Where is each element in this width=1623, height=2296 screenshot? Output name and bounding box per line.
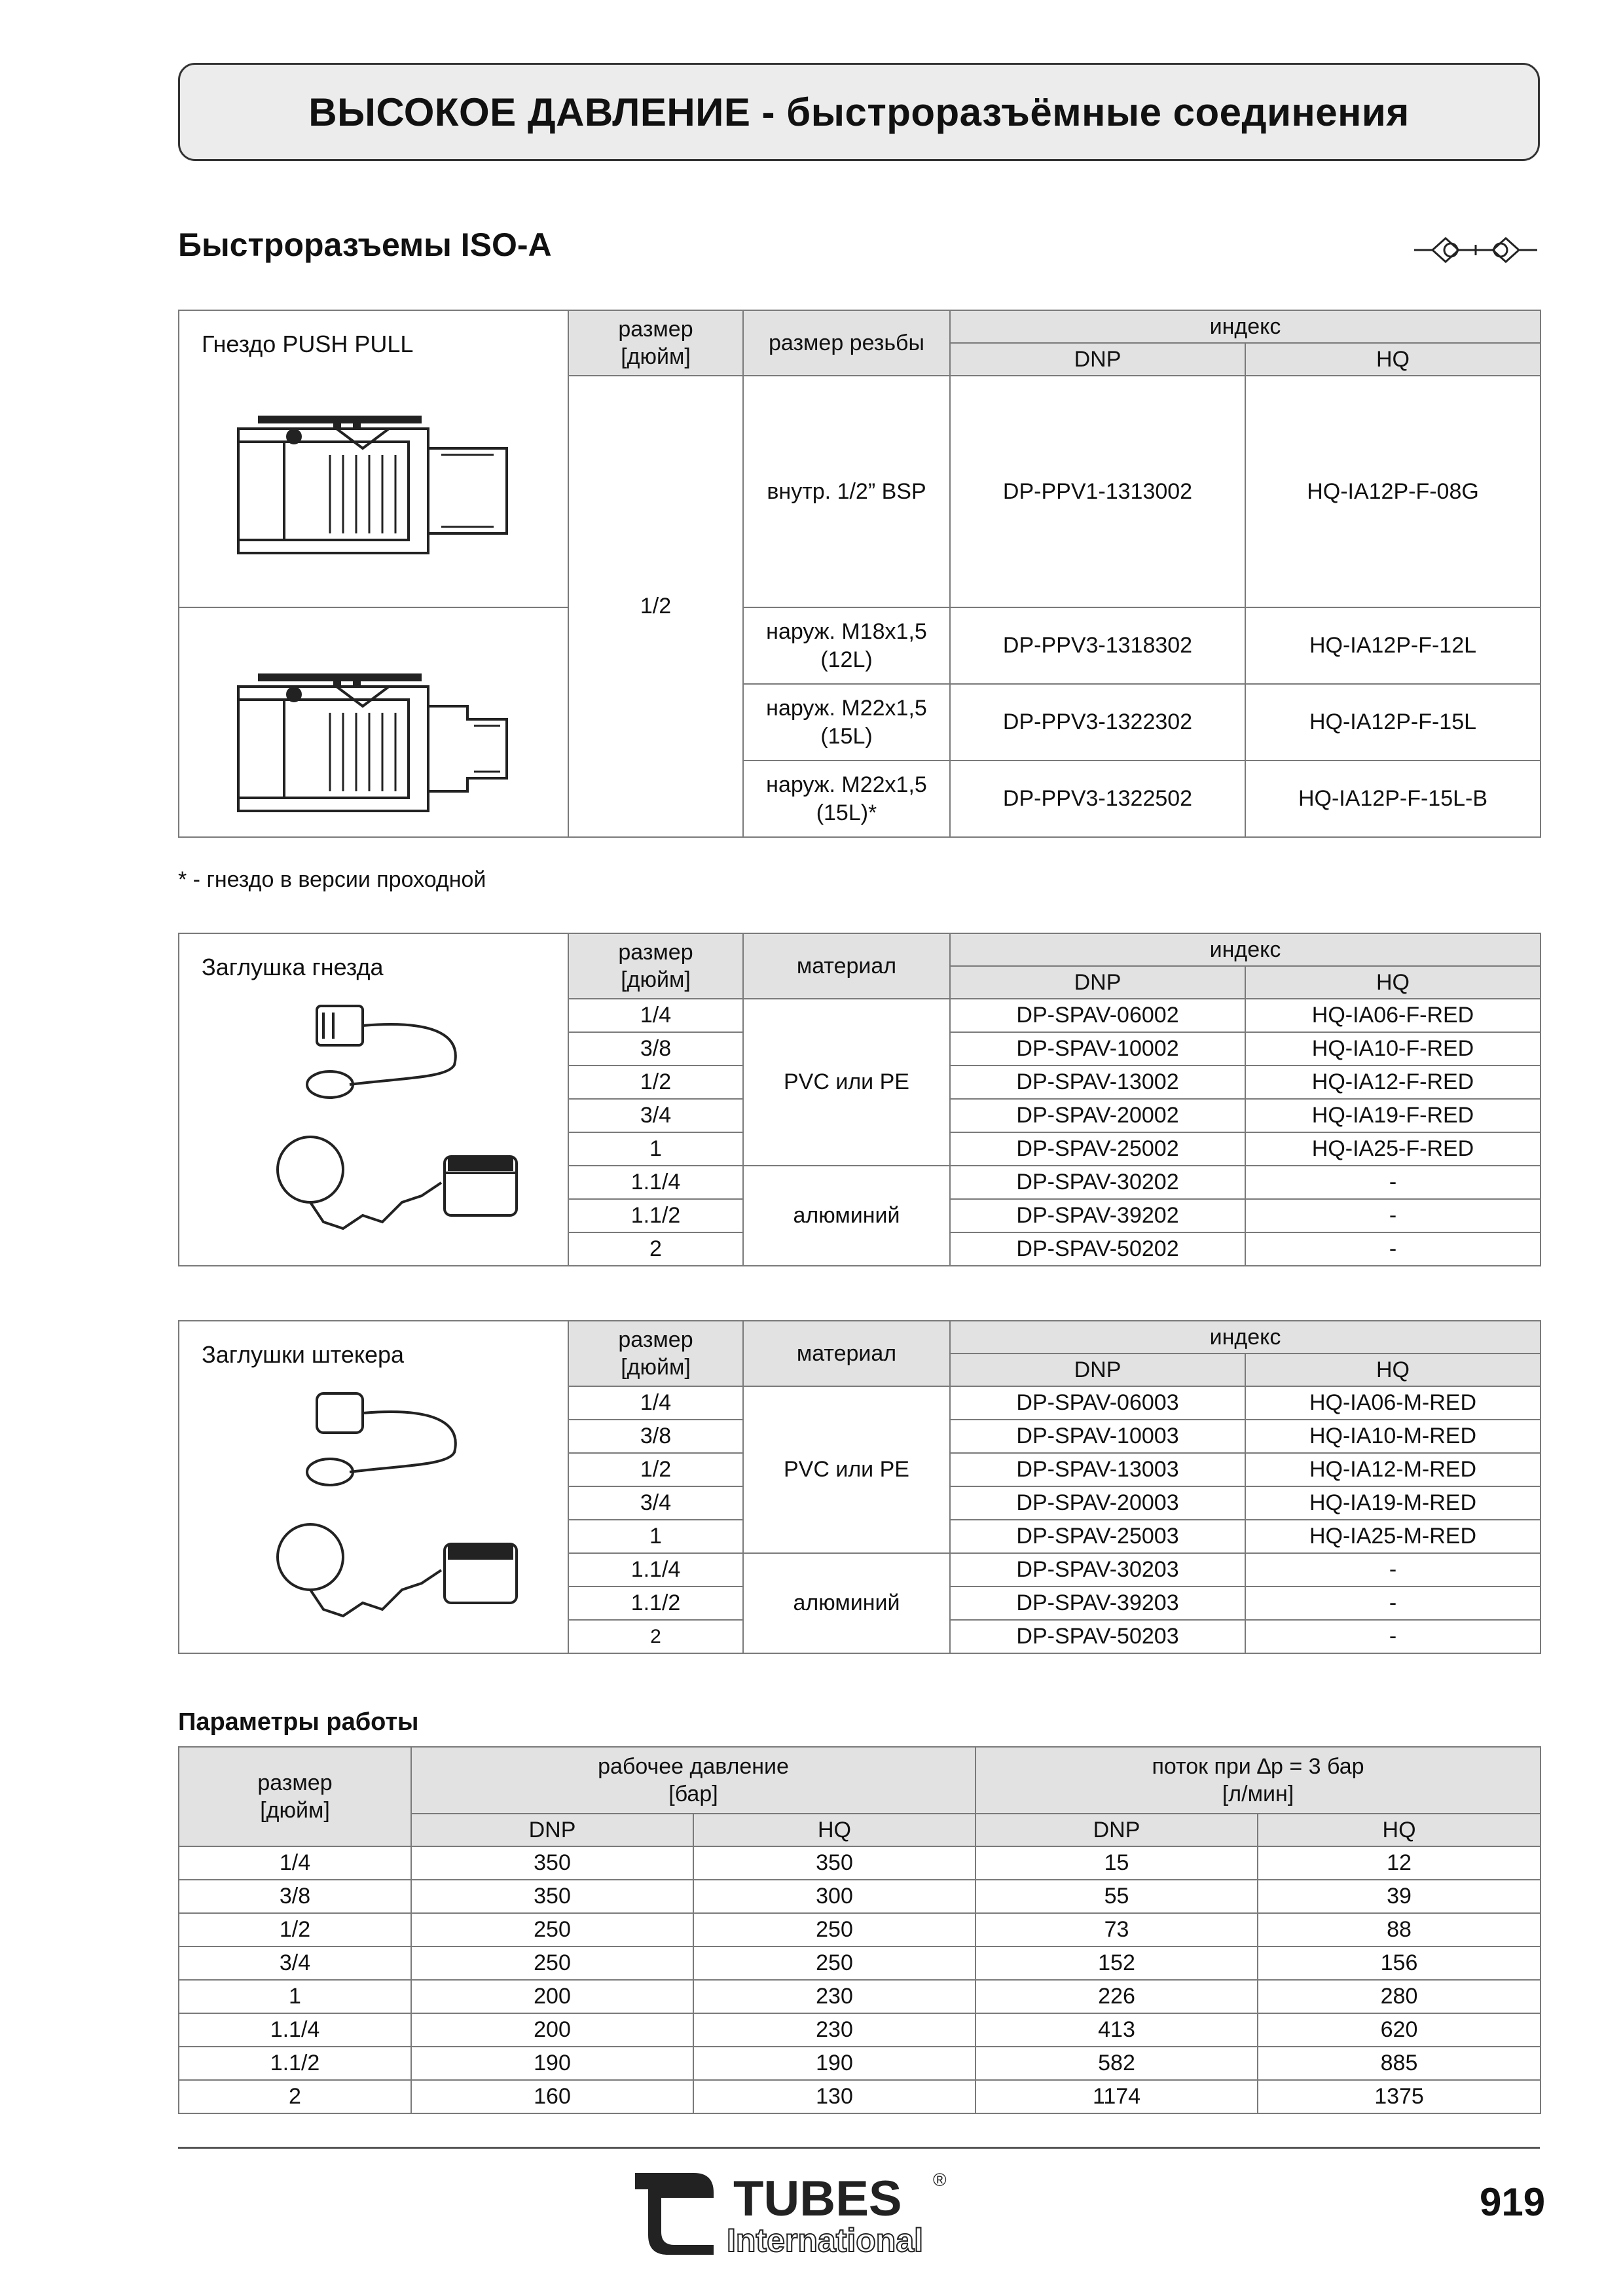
pressure-dnp-cell: 160	[411, 2080, 693, 2113]
dnp-cell: DP-SPAV-10003	[950, 1420, 1245, 1453]
dnp-header: DNP	[950, 966, 1245, 999]
pressure-hq-cell: 250	[693, 1913, 976, 1946]
pressure-hq-cell: 350	[693, 1846, 976, 1880]
hq-cell: HQ-IA06-F-RED	[1245, 999, 1541, 1032]
thread-cell: внутр. 1/2” BSP	[743, 376, 950, 607]
size-cell: 3/8	[179, 1880, 411, 1913]
hq-header: HQ	[1245, 343, 1541, 376]
size-cell: 3/4	[568, 1486, 743, 1520]
logo-subword: International	[727, 2222, 924, 2258]
socket-caps-image-cell	[179, 933, 568, 1266]
size-cell: 3/8	[568, 1032, 743, 1066]
hq-cell: HQ-IA12-M-RED	[1245, 1453, 1541, 1486]
hq-cell: -	[1245, 1232, 1541, 1266]
hq-cell: HQ-IA06-M-RED	[1245, 1386, 1541, 1420]
size-header: размер [дюйм]	[179, 1747, 411, 1846]
dnp-cell: DP-PPV3-1322302	[950, 684, 1245, 761]
index-header: индекс	[950, 933, 1541, 966]
coupler-image-cell	[179, 310, 568, 607]
pressure-hq-cell: 230	[693, 1980, 976, 2013]
flow-dnp-header: DNP	[976, 1814, 1258, 1846]
thread-cell: наруж. M22x1,5 (15L)	[743, 684, 950, 761]
dnp-cell: DP-SPAV-39202	[950, 1199, 1245, 1232]
pressure-hq-cell: 250	[693, 1946, 976, 1980]
quick-coupling-symbol-icon	[1414, 230, 1537, 270]
size-cell: 1/2	[568, 1453, 743, 1486]
thread-header: размер резьбы	[743, 310, 950, 376]
size-cell: 2	[179, 2080, 411, 2113]
size-cell: 1/4	[568, 1386, 743, 1420]
hq-cell: -	[1245, 1587, 1541, 1620]
logo-registered-mark: ®	[933, 2170, 947, 2190]
flow-hq-cell: 156	[1258, 1946, 1541, 1980]
size-cell: 2	[568, 1232, 743, 1266]
dnp-cell: DP-SPAV-10002	[950, 1032, 1245, 1066]
flow-dnp-cell: 55	[976, 1880, 1258, 1913]
dnp-cell: DP-SPAV-13002	[950, 1066, 1245, 1099]
size-cell: 1.1/4	[568, 1553, 743, 1587]
pressure-dnp-cell: 200	[411, 2013, 693, 2047]
dnp-header: DNP	[950, 1354, 1245, 1386]
dnp-cell: DP-SPAV-06002	[950, 999, 1245, 1032]
flow-hq-cell: 39	[1258, 1880, 1541, 1913]
hq-cell: HQ-IA12P-F-15L-B	[1245, 761, 1541, 837]
material-cell: PVC или PE	[743, 999, 950, 1166]
pressure-hq-cell: 130	[693, 2080, 976, 2113]
plug-caps-image-cell	[179, 1321, 568, 1653]
hq-cell: HQ-IA12P-F-12L	[1245, 607, 1541, 684]
flow-hq-header: HQ	[1258, 1814, 1541, 1846]
flow-hq-cell: 280	[1258, 1980, 1541, 2013]
socket-cap-drawing-icon	[271, 999, 533, 1261]
size-cell: 1	[179, 1980, 411, 2013]
dnp-cell: DP-SPAV-25003	[950, 1520, 1245, 1553]
flow-dnp-cell: 15	[976, 1846, 1258, 1880]
hq-cell: -	[1245, 1620, 1541, 1653]
material-cell: алюминий	[743, 1553, 950, 1653]
pressure-header: рабочее давление [бар]	[411, 1747, 976, 1814]
footer-divider	[178, 2147, 1540, 2149]
size-cell: 3/4	[179, 1946, 411, 1980]
size-cell: 2	[568, 1620, 743, 1653]
hq-cell: HQ-IA12-F-RED	[1245, 1066, 1541, 1099]
pressure-dnp-cell: 250	[411, 1913, 693, 1946]
size-cell: 1.1/2	[179, 2047, 411, 2080]
flow-dnp-cell: 1174	[976, 2080, 1258, 2113]
flow-dnp-cell: 413	[976, 2013, 1258, 2047]
plug-caps-label: Заглушки штекера	[202, 1341, 405, 1368]
dnp-cell: DP-SPAV-30203	[950, 1553, 1245, 1587]
hq-cell: HQ-IA10-F-RED	[1245, 1032, 1541, 1066]
coupler-table	[178, 310, 1541, 838]
size-cell: 1.1/4	[568, 1166, 743, 1199]
params-title: Параметры работы	[178, 1708, 419, 1736]
size-header: размер [дюйм]	[568, 1321, 743, 1386]
socket-caps-table	[178, 933, 1541, 1266]
size-cell: 1	[568, 1520, 743, 1553]
dnp-cell: DP-PPV1-1313002	[950, 376, 1245, 607]
dnp-cell: DP-SPAV-20003	[950, 1486, 1245, 1520]
flow-hq-cell: 885	[1258, 2047, 1541, 2080]
coupler-female-bsp-drawing-icon	[232, 403, 520, 560]
pressure-dnp-cell: 190	[411, 2047, 693, 2080]
pressure-dnp-cell: 350	[411, 1880, 693, 1913]
flow-hq-cell: 88	[1258, 1913, 1541, 1946]
size-cell: 1.1/2	[568, 1587, 743, 1620]
pressure-hq-cell: 300	[693, 1880, 976, 1913]
material-header: материал	[743, 1321, 950, 1386]
size-cell: 3/8	[568, 1420, 743, 1453]
page-header	[178, 63, 1540, 161]
coupler-image-cell-2	[179, 607, 568, 837]
size-cell: 1/2	[568, 376, 743, 837]
plug-caps-table	[178, 1320, 1541, 1654]
params-table	[178, 1746, 1541, 2114]
flow-dnp-cell: 582	[976, 2047, 1258, 2080]
material-cell: алюминий	[743, 1166, 950, 1266]
pressure-dnp-header: DNP	[411, 1814, 693, 1846]
socket-caps-label: Заглушка гнезда	[202, 954, 384, 980]
coupler-label: Гнездо PUSH PULL	[202, 331, 414, 357]
dnp-header: DNP	[950, 343, 1245, 376]
hq-header: HQ	[1245, 966, 1541, 999]
dnp-cell: DP-SPAV-25002	[950, 1132, 1245, 1166]
tubes-international-logo	[635, 2160, 962, 2258]
hq-cell: HQ-IA19-F-RED	[1245, 1099, 1541, 1132]
hq-cell: HQ-IA12P-F-15L	[1245, 684, 1541, 761]
plug-cap-drawing-icon	[271, 1387, 533, 1649]
section-title: Быстроразъемы ISO-A	[178, 226, 552, 263]
logo-word: TUBES	[733, 2171, 902, 2227]
size-cell: 1/2	[568, 1066, 743, 1099]
hq-cell: -	[1245, 1166, 1541, 1199]
thread-cell: наруж. M22x1,5 (15L)*	[743, 761, 950, 837]
flow-hq-cell: 12	[1258, 1846, 1541, 1880]
dnp-cell: DP-SPAV-50203	[950, 1620, 1245, 1653]
size-header: размер [дюйм]	[568, 933, 743, 999]
dnp-cell: DP-SPAV-20002	[950, 1099, 1245, 1132]
material-header: материал	[743, 933, 950, 999]
index-header: индекс	[950, 1321, 1541, 1354]
dnp-cell: DP-PPV3-1322502	[950, 761, 1245, 837]
size-cell: 3/4	[568, 1099, 743, 1132]
flow-dnp-cell: 226	[976, 1980, 1258, 2013]
dnp-cell: DP-SPAV-39203	[950, 1587, 1245, 1620]
size-cell: 1/4	[568, 999, 743, 1032]
dnp-cell: DP-SPAV-06003	[950, 1386, 1245, 1420]
size-cell: 1.1/4	[179, 2013, 411, 2047]
dnp-cell: DP-SPAV-13003	[950, 1453, 1245, 1486]
flow-hq-cell: 620	[1258, 2013, 1541, 2047]
hq-cell: -	[1245, 1199, 1541, 1232]
hq-header: HQ	[1245, 1354, 1541, 1386]
hq-cell: -	[1245, 1553, 1541, 1587]
hq-cell: HQ-IA25-F-RED	[1245, 1132, 1541, 1166]
coupler-male-thread-drawing-icon	[232, 667, 520, 824]
pressure-dnp-cell: 350	[411, 1846, 693, 1880]
size-header: размер [дюйм]	[568, 310, 743, 376]
pressure-hq-header: HQ	[693, 1814, 976, 1846]
material-cell: PVC или PE	[743, 1386, 950, 1553]
flow-dnp-cell: 73	[976, 1913, 1258, 1946]
size-cell: 1.1/2	[568, 1199, 743, 1232]
index-header: индекс	[950, 310, 1541, 343]
page-number: 919	[1480, 2180, 1546, 2224]
thread-cell: наруж. M18x1,5 (12L)	[743, 607, 950, 684]
size-cell: 1	[568, 1132, 743, 1166]
footnote: * - гнездо в версии проходной	[178, 867, 486, 892]
dnp-cell: DP-SPAV-30202	[950, 1166, 1245, 1199]
flow-header: поток при ∆p = 3 бар [л/мин]	[976, 1747, 1541, 1814]
flow-dnp-cell: 152	[976, 1946, 1258, 1980]
hq-cell: HQ-IA25-M-RED	[1245, 1520, 1541, 1553]
dnp-cell: DP-PPV3-1318302	[950, 607, 1245, 684]
size-cell: 1/2	[179, 1913, 411, 1946]
page-title: ВЫСОКОЕ ДАВЛЕНИЕ - быстроразъёмные соединения	[308, 90, 1410, 134]
pressure-dnp-cell: 200	[411, 1980, 693, 2013]
hq-cell: HQ-IA10-M-RED	[1245, 1420, 1541, 1453]
flow-hq-cell: 1375	[1258, 2080, 1541, 2113]
hq-cell: HQ-IA12P-F-08G	[1245, 376, 1541, 607]
pressure-hq-cell: 190	[693, 2047, 976, 2080]
pressure-dnp-cell: 250	[411, 1946, 693, 1980]
pressure-hq-cell: 230	[693, 2013, 976, 2047]
hq-cell: HQ-IA19-M-RED	[1245, 1486, 1541, 1520]
dnp-cell: DP-SPAV-50202	[950, 1232, 1245, 1266]
size-cell: 1/4	[179, 1846, 411, 1880]
